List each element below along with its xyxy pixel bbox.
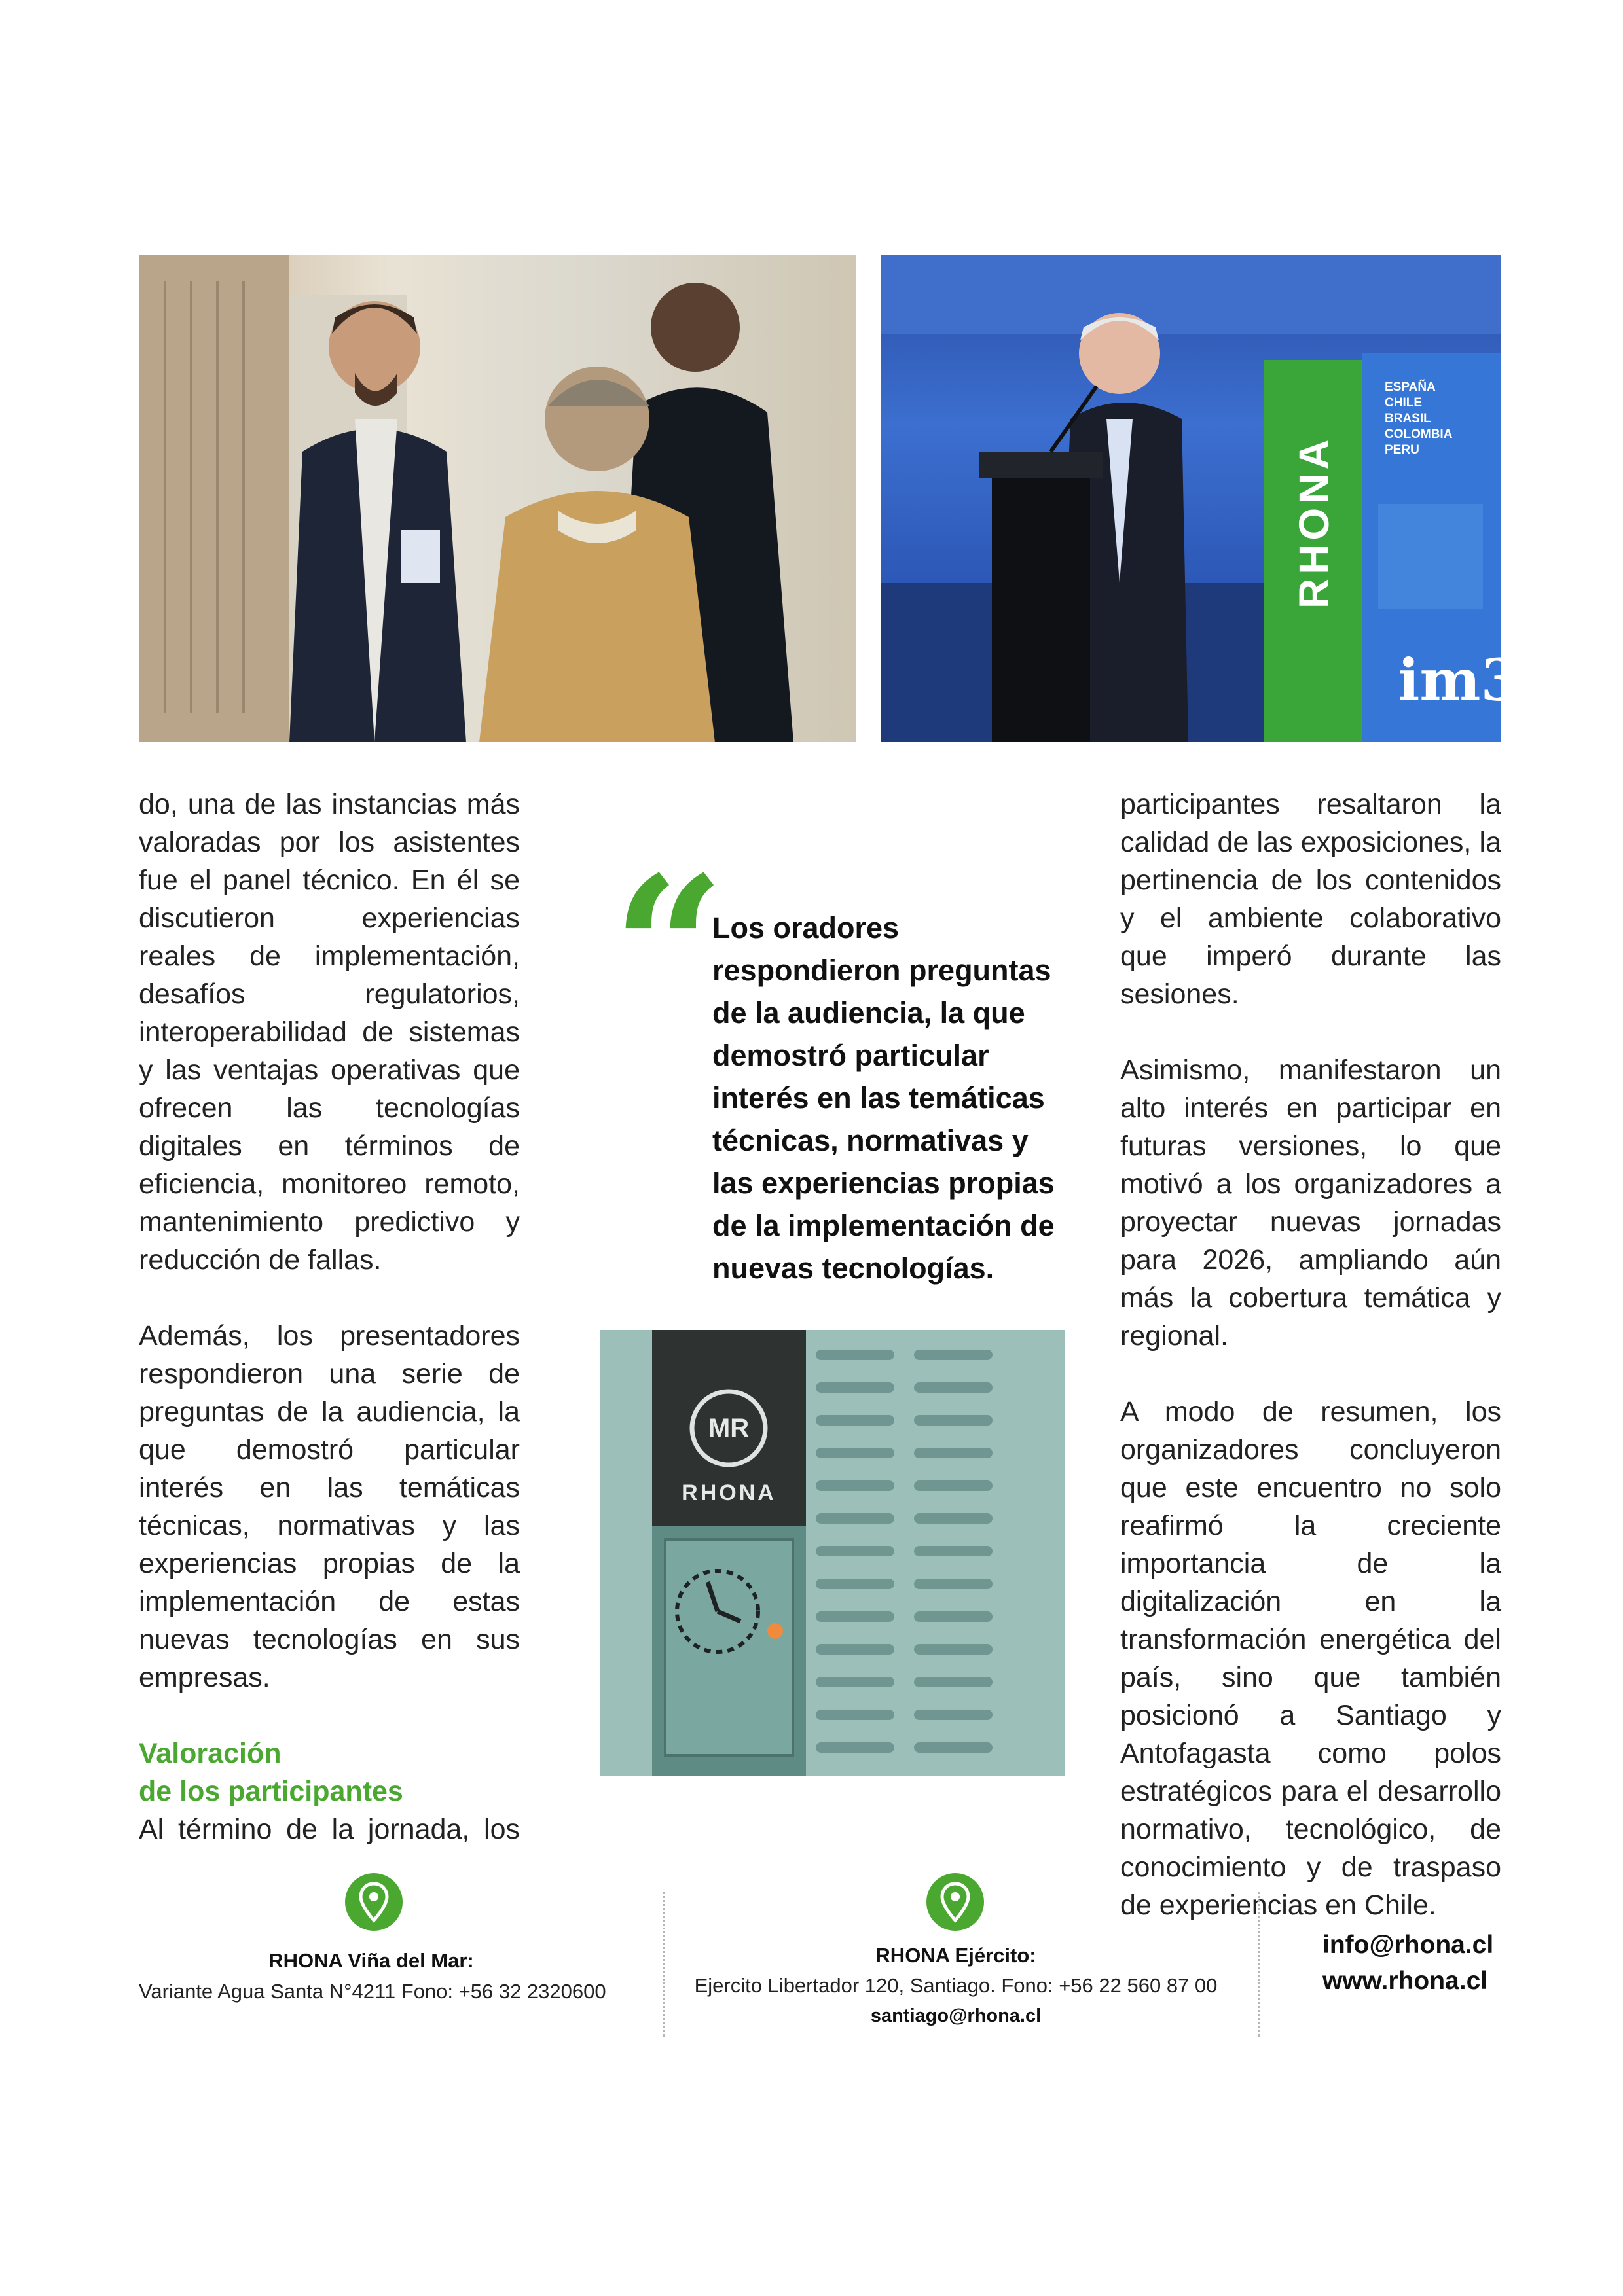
banner-country: ESPAÑA <box>1385 380 1436 394</box>
banner-country: COLOMBIA <box>1385 427 1453 441</box>
footer-office-email[interactable]: santiago@rhona.cl <box>870 2005 1042 2026</box>
banner-brand-text <box>1290 563 1338 609</box>
footer-contact-email[interactable]: info@rhona.cl <box>1322 1931 1494 1959</box>
paragraph: A modo de resumen, los organizadores concluyeron que este encuentro no solo reafirmó la creciente importancia de la digitalización en la transformación energética del país, sino que también posicionó a Santiago y Antofagasta como polos estratégicos para el desarrollo normativo, tecnológico, de conocimiento y de traspaso de experiencias en Chile. <box>1120 1396 1501 1921</box>
paragraph: Además, los presentadores respondieron una serie de preguntas de la audiencia, la que demostró particular interés en las temáticas técnicas, normativas y las experiencias propias de la implementación de estas nuevas tecnologías en sus empresas. <box>139 1320 520 1693</box>
banner-country: BRASIL <box>1385 412 1431 425</box>
footer-website-link[interactable]: www.rhona.cl <box>1322 1967 1488 1995</box>
subheading-line: Valoración <box>139 1738 282 1769</box>
article-column-left <box>139 785 520 1848</box>
pull-quote: Los oradores respondieron preguntas de la audiencia, la que demostró particular interés en las temáticas técnicas, normativas y las experiencias propias de la implementación de nuevas tecnologías. <box>712 911 1055 1285</box>
footer-office-address: Variante Agua Santa N°4211 Fono: +56 32 2320600 <box>139 1980 606 2003</box>
photo-panel-discussion <box>139 255 856 742</box>
paragraph: Asimismo, manifestaron un alto interés en participar en futuras versiones, lo que motivó a los organizadores a proyectar nuevas jornadas para 2026, ampliando aún más la cobertura temática y regional. <box>1120 1054 1501 1352</box>
article-column-right <box>1120 785 1501 1924</box>
footer-office-title: RHONA Ejército: <box>875 1944 1036 1967</box>
footer-divider <box>1258 1892 1260 2037</box>
photo-panel-discussion-illustration <box>139 255 856 742</box>
location-pin-icon <box>926 1873 984 1931</box>
paragraph: Al término de la jornada, los <box>139 1814 520 1845</box>
photo-rhona-equipment <box>600 1330 1065 1776</box>
equipment-mr-badge: MR <box>708 1414 750 1443</box>
section-subheading <box>139 1734 520 1810</box>
subheading-line: de los participantes <box>139 1776 403 1807</box>
banner-country: CHILE <box>1385 396 1422 410</box>
location-pin-icon <box>345 1873 403 1931</box>
paragraph: do, una de las instancias más valoradas por los asistentes fue el panel técnico. En él se discutieron experiencias reales de implementación, desafíos regulatorios, interoperabilidad de sistemas y las ventajas operativas que ofrecen las tecnologías digitales en términos de eficiencia, monitoreo remoto, mantenimiento predictivo y reducción de fallas. <box>139 789 520 1276</box>
paragraph: participantes resaltaron la calidad de las exposiciones, la pertinencia de los contenidos y el ambiente colaborativo que imperó durante las sesiones. <box>1120 789 1501 1010</box>
photo-rhona-equipment-illustration <box>600 1330 1065 1776</box>
banner-im3-logo: im3 <box>1398 646 1521 714</box>
equipment-brand-text: RHONA <box>682 1480 776 1505</box>
quote-mark-icon: “ <box>612 833 725 1064</box>
footer-office-title: RHONA Viña del Mar: <box>268 1949 474 1972</box>
banner-country-list <box>1385 380 1452 458</box>
banner-country: PERU <box>1385 443 1419 457</box>
photo-speaker-podium <box>881 255 1521 742</box>
footer-office-address: Ejercito Libertador 120, Santiago. Fono: +56 22 560 87 00 <box>694 1974 1218 1997</box>
footer-divider <box>663 1892 665 2037</box>
